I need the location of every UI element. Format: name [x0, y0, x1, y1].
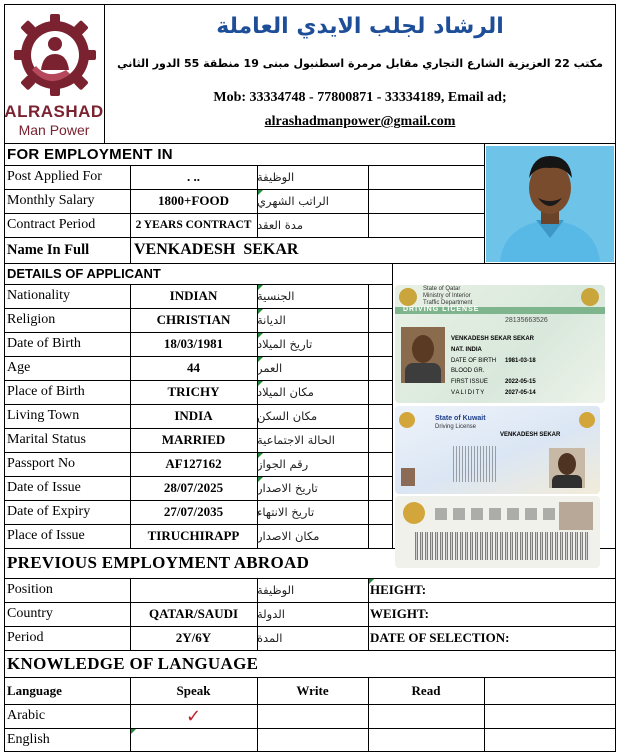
living-town-label-ar: مكان السكن — [257, 409, 318, 423]
nationality-label-ar: الجنسية — [257, 289, 295, 303]
license-validity: 2027-05-14 — [505, 390, 536, 396]
age-value: 44 — [187, 360, 200, 375]
read-header: Read — [411, 682, 441, 698]
period-label: Period — [7, 630, 44, 645]
religion-label: Religion — [7, 312, 56, 327]
license-first-label: FIRST ISSUE — [451, 379, 488, 385]
license-holder-name: VENKADESH SEKAR SEKAR — [451, 336, 535, 342]
qatar-driving-license — [395, 285, 605, 403]
name-value: VENKADESH SEKAR — [134, 241, 299, 258]
country-label: Country — [7, 606, 53, 621]
birthplace-value: TRICHY — [167, 384, 220, 399]
language-header: Language — [7, 682, 62, 698]
license-back-emblem-icon — [403, 502, 425, 524]
name-label: Name In Full — [7, 241, 90, 258]
contract-value: 2 YEARS CONTRACT — [135, 219, 252, 231]
issue-date-label: Date of Issue — [7, 480, 81, 495]
post-label-ar: الوظيفة — [257, 170, 295, 184]
kw-title: Driving License — [435, 424, 477, 430]
license-state: State of Qatar — [423, 286, 461, 292]
logo-gear-icon — [8, 10, 102, 100]
license-validity-label: VALIDITY — [451, 390, 486, 396]
company-contact: Mob: 33334748 - 77800871 - 33334189, Email ad; — [213, 90, 507, 105]
nationality-value: INDIAN — [169, 288, 218, 303]
kw-small-photo — [401, 468, 415, 486]
license-back-photo — [559, 502, 593, 530]
issue-place-value: TIRUCHIRAPP — [147, 528, 240, 543]
kuwait-driving-license — [395, 406, 600, 494]
birthplace-label-ar: مكان الميلاد — [257, 385, 314, 399]
person-photo-icon — [486, 146, 614, 262]
english-speak-value — [130, 728, 257, 752]
license-first: 2022-05-15 — [505, 379, 536, 385]
company-title-ar: الرشاد لجلب الايدي العاملة — [216, 14, 504, 39]
salary-value: 1800+FOOD — [158, 193, 229, 208]
applicant-photo — [486, 146, 614, 262]
post-value: . .. — [187, 169, 200, 184]
kw-barcode — [453, 446, 497, 482]
issue-place-label-ar: مكان الاصدار — [257, 529, 320, 543]
nationality-label: Nationality — [7, 288, 70, 303]
kw-state: State of Kuwait — [435, 415, 486, 422]
marital-value: MARRIED — [161, 432, 226, 447]
dob-label-ar: تاريخ الميلاد — [257, 337, 313, 351]
age-label: Age — [7, 360, 31, 375]
license-title: DRIVING LICENSE — [403, 306, 480, 313]
passport-value: AF127162 — [165, 456, 222, 471]
write-header: Write — [296, 682, 329, 698]
issue-place-label: Place of Issue — [7, 528, 85, 543]
dob-value: 18/03/1981 — [163, 336, 224, 351]
language-arabic: Arabic — [7, 708, 46, 723]
dob-label: Date of Birth — [7, 336, 81, 351]
license-photo — [401, 327, 445, 383]
expiry-date-value: 27/07/2035 — [163, 504, 224, 519]
speak-header: Speak — [176, 682, 211, 698]
marital-label-ar: الحالة الاجتماعية — [257, 433, 335, 447]
employment-section-title: FOR EMPLOYMENT IN — [7, 146, 173, 163]
contract-label: Contract Period — [7, 217, 96, 232]
license-ministry: Ministry of Interior — [423, 293, 471, 299]
expiry-date-label: Date of Expiry — [7, 504, 91, 519]
contract-label-ar: مدة العقد — [257, 218, 303, 232]
height-label: HEIGHT: — [370, 582, 427, 597]
license-number: 28135663526 — [505, 317, 548, 324]
salary-label-ar: الراتب الشهري — [257, 194, 329, 208]
license-back-barcode — [415, 532, 590, 560]
logo-sub: Man Power — [18, 122, 90, 138]
license-blood: BLOOD GR. — [451, 368, 485, 374]
company-logo — [4, 10, 104, 142]
selection-date-label: DATE OF SELECTION: — [370, 630, 510, 645]
vehicle-icons-row — [435, 508, 555, 520]
passport-label-ar: رقم الجواز — [257, 457, 309, 471]
age-label-ar: العمر — [257, 361, 283, 375]
license-back-side — [395, 496, 600, 568]
position-value — [130, 578, 257, 602]
logo-name: ALRASHAD — [4, 102, 104, 121]
religion-value: CHRISTIAN — [156, 312, 231, 327]
license-dob: 1981-03-18 — [505, 358, 536, 364]
expiry-date-label-ar: تاريخ الانتهاء — [257, 505, 315, 519]
kuwait-emblem-icon — [399, 412, 415, 428]
position-label: Position — [7, 582, 53, 597]
qatar-emblem-right-icon — [581, 288, 599, 306]
issue-date-label-ar: تاريخ الاصدار — [257, 481, 318, 495]
period-label-ar: المدة — [257, 631, 283, 645]
kw-photo — [549, 448, 585, 488]
country-label-ar: الدولة — [257, 607, 285, 621]
salary-label: Monthly Salary — [7, 193, 95, 208]
license-dob-label: DATE OF BIRTH — [451, 358, 497, 364]
position-label-ar: الوظيفة — [257, 583, 295, 597]
applicant-section-title: DETAILS OF APPLICANT — [7, 266, 161, 281]
living-town-value: INDIA — [174, 408, 213, 423]
arabic-speak-checkmark-icon: ✓ — [185, 705, 202, 727]
qatar-emblem-icon — [399, 288, 417, 306]
kuwait-emblem-right-icon — [579, 412, 595, 428]
religion-label-ar: الديانة — [257, 313, 286, 327]
license-nat: NAT. INDIA — [451, 347, 482, 353]
birthplace-label: Place of Birth — [7, 384, 85, 399]
license-dept: Traffic Department — [423, 300, 473, 306]
language-english: English — [7, 732, 50, 747]
issue-date-value: 28/07/2025 — [163, 480, 224, 495]
language-section-title: KNOWLEDGE OF LANGUAGE — [7, 653, 259, 673]
company-email: alrashadmanpower@gmail.com — [264, 114, 456, 129]
weight-label: WEIGHT: — [370, 606, 429, 621]
marital-label: Marital Status — [7, 432, 86, 447]
kw-holder-name: VENKADESH SEKAR — [500, 432, 561, 438]
period-value: 2Y/6Y — [175, 630, 212, 645]
previous-section-title: PREVIOUS EMPLOYMENT ABROAD — [7, 553, 310, 572]
country-value: QATAR/SAUDI — [148, 606, 239, 621]
passport-label: Passport No — [7, 456, 76, 471]
living-town-label: Living Town — [7, 408, 80, 423]
post-label: Post Applied For — [7, 169, 102, 184]
company-address-ar: مكتب 22 العزيزية الشارع التجاري مقابل مرمرة اسطنبول مبنى 19 منطقة 55 الدور الثاني — [117, 57, 603, 70]
